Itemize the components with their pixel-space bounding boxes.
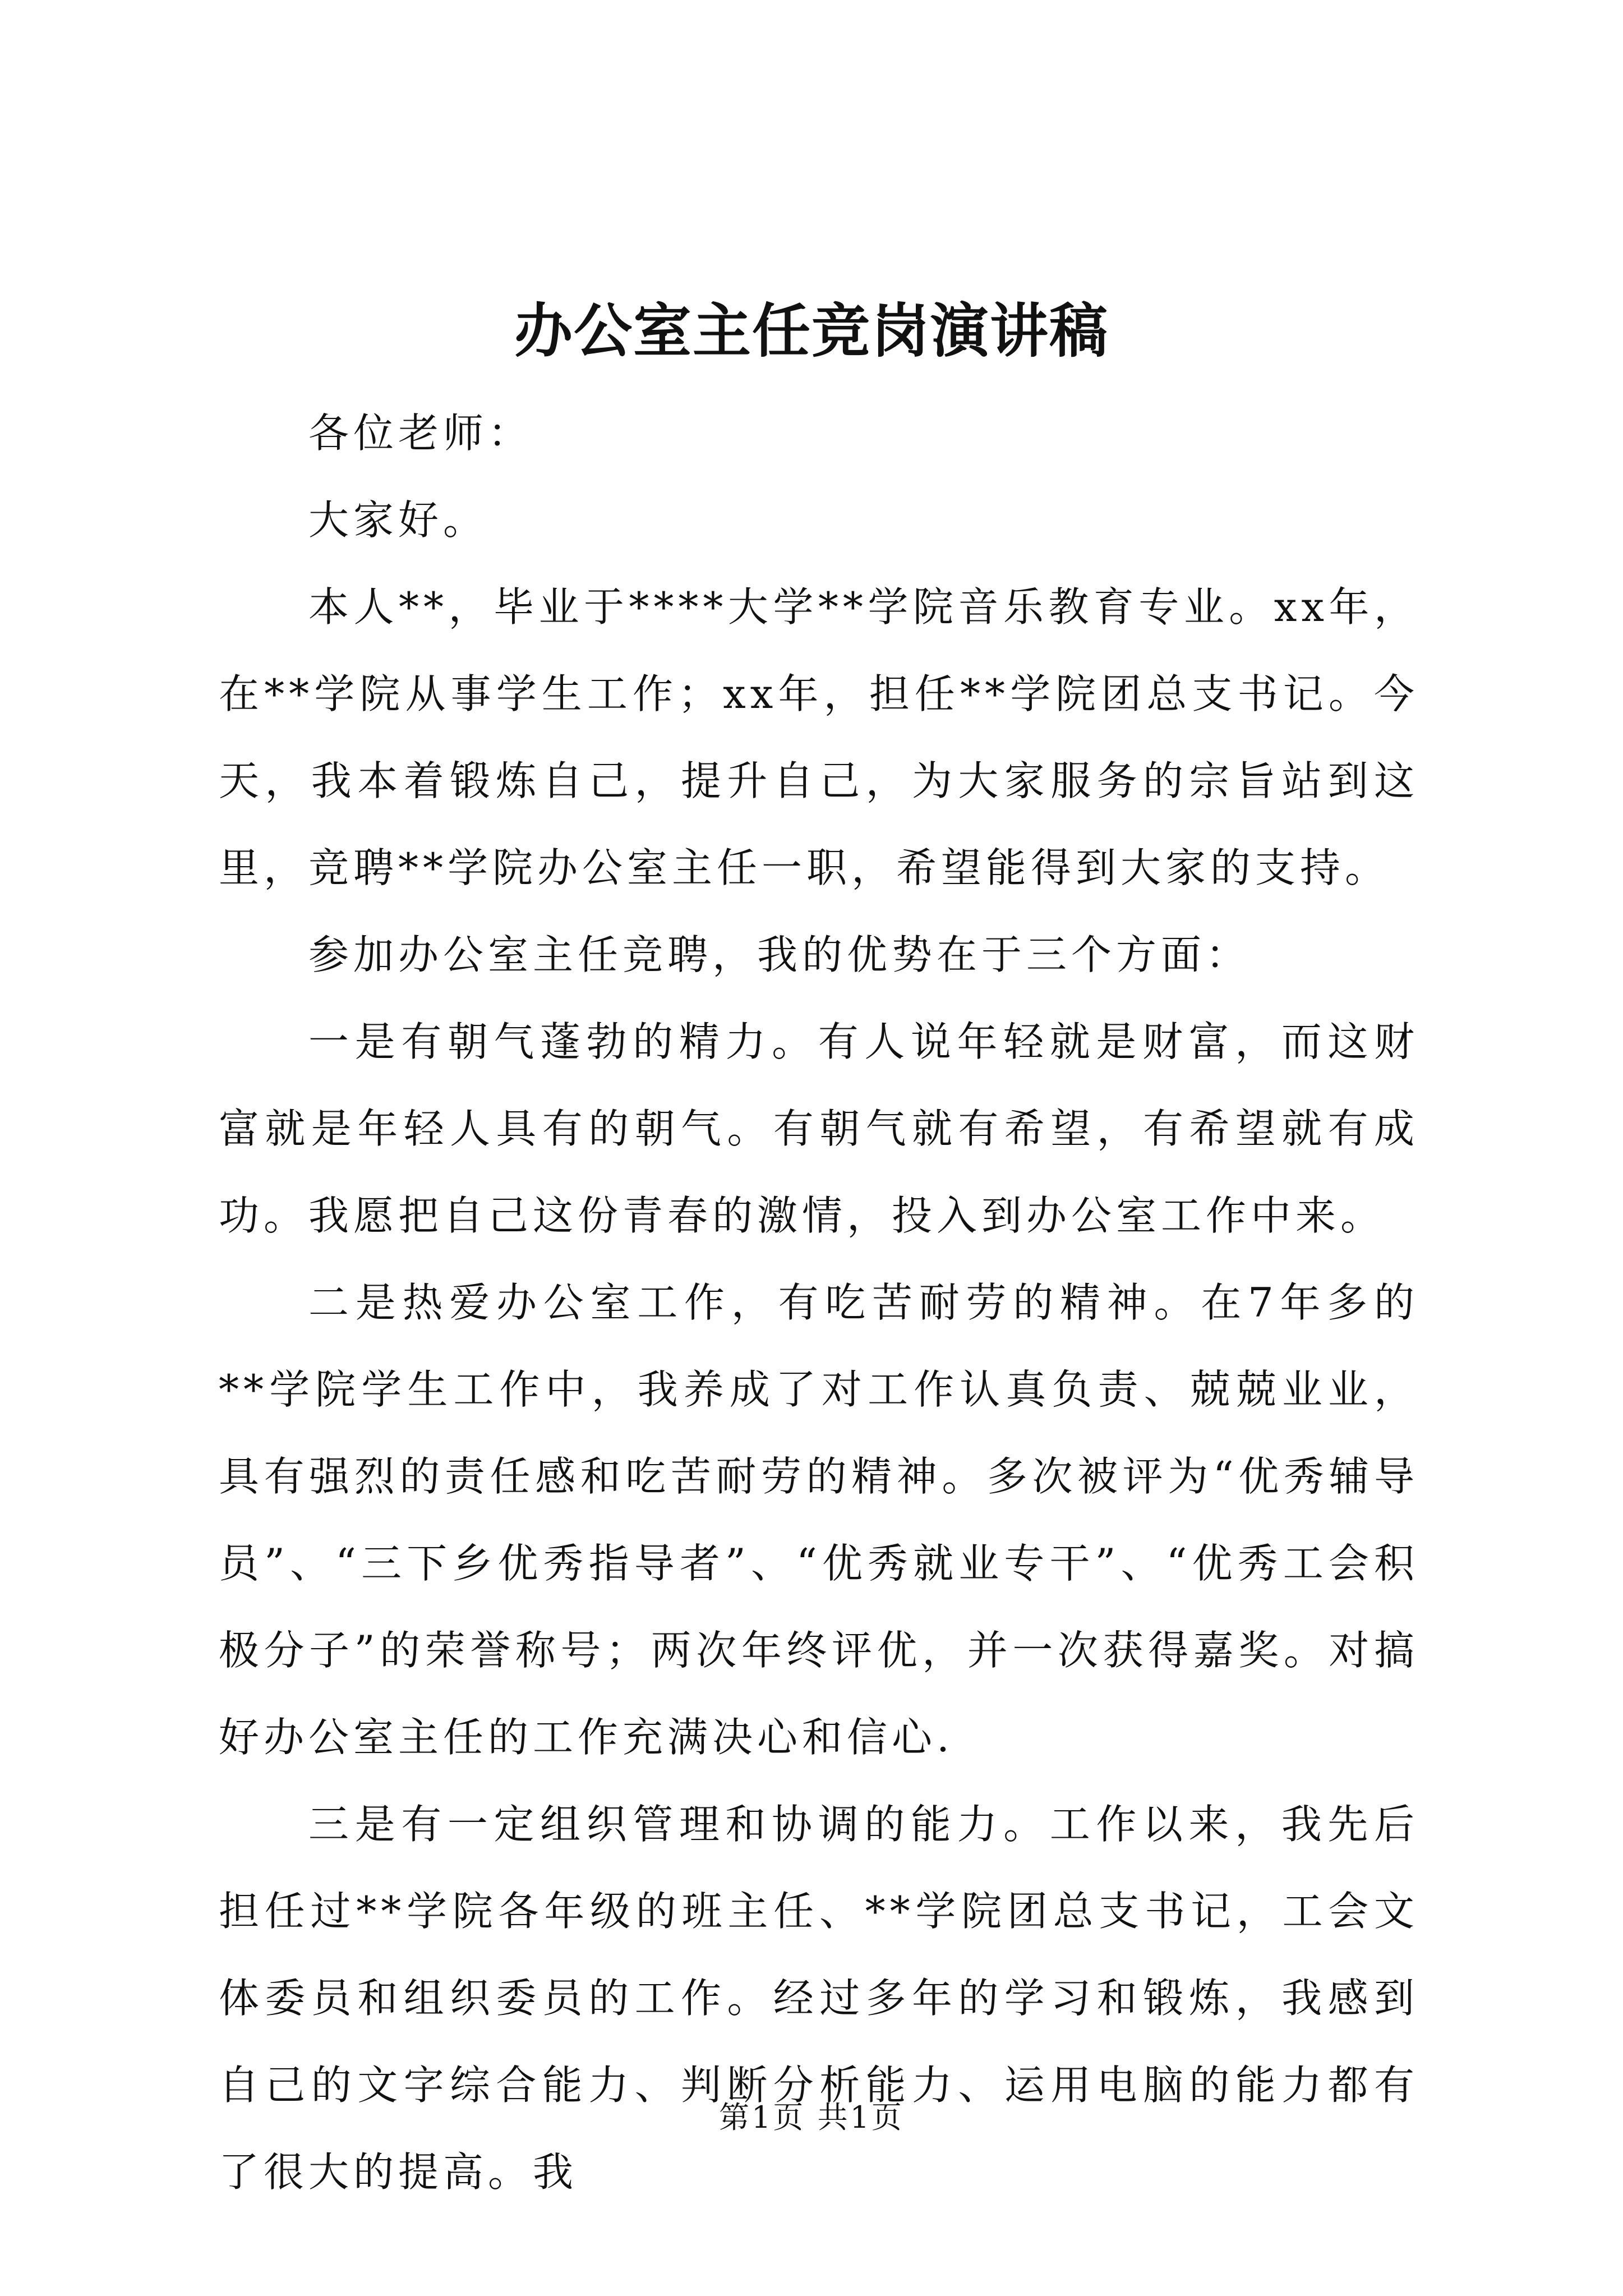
- introduction-paragraph: 本人**，毕业于****大学**学院音乐教育专业。xx年，在**学院从事学生工作；xx年，担任**学院团总支书记。今天，我本着锻炼自己，提升自己，为大家服务的宗旨站到这里，竞聘**学院办公室主任一职，希望能得到大家的支持。: [219, 583, 1419, 891]
- advantages-intro-paragraph: 参加办公室主任竞聘，我的优势在于三个方面：: [308, 931, 1251, 978]
- document-body: [219, 390, 1419, 2216]
- advantage-two-paragraph: 二是热爱办公室工作，有吃苦耐劳的精神。在7年多的**学院学生工作中，我养成了对工作认真负责、兢兢业业，具有强烈的责任感和吃苦耐劳的精神。多次被评为“优秀辅导员”、“三下乡优秀指导者”、“优秀就业专干”、“优秀工会积极分子”的荣誉称号；两次年终评优，并一次获得嘉奖。对搞好办公室主任的工作充满决心和信心.: [219, 1279, 1419, 1761]
- page-footer: 第1页 共1页: [719, 2100, 904, 2135]
- advantage-three-paragraph: 三是有一定组织管理和协调的能力。工作以来，我先后担任过**学院各年级的班主任、**学院团总支书记，工会文体委员和组织委员的工作。经过多年的学习和锻炼，我感到自己的文字综合能力、判断分析能力、运用电脑的能力都有了很大的提高。我: [219, 1801, 1419, 2196]
- salutation-paragraph: 各位老师：: [308, 409, 533, 457]
- greeting-paragraph: 大家好。: [308, 496, 488, 544]
- advantage-one-paragraph: 一是有朝气蓬勃的精力。有人说年轻就是财富，而这财富就是年轻人具有的朝气。有朝气就有希望，有希望就有成功。我愿把自己这份青春的激情，投入到办公室工作中来。: [219, 1018, 1419, 1239]
- document-title: 办公室主任竞岗演讲稿: [514, 296, 1109, 365]
